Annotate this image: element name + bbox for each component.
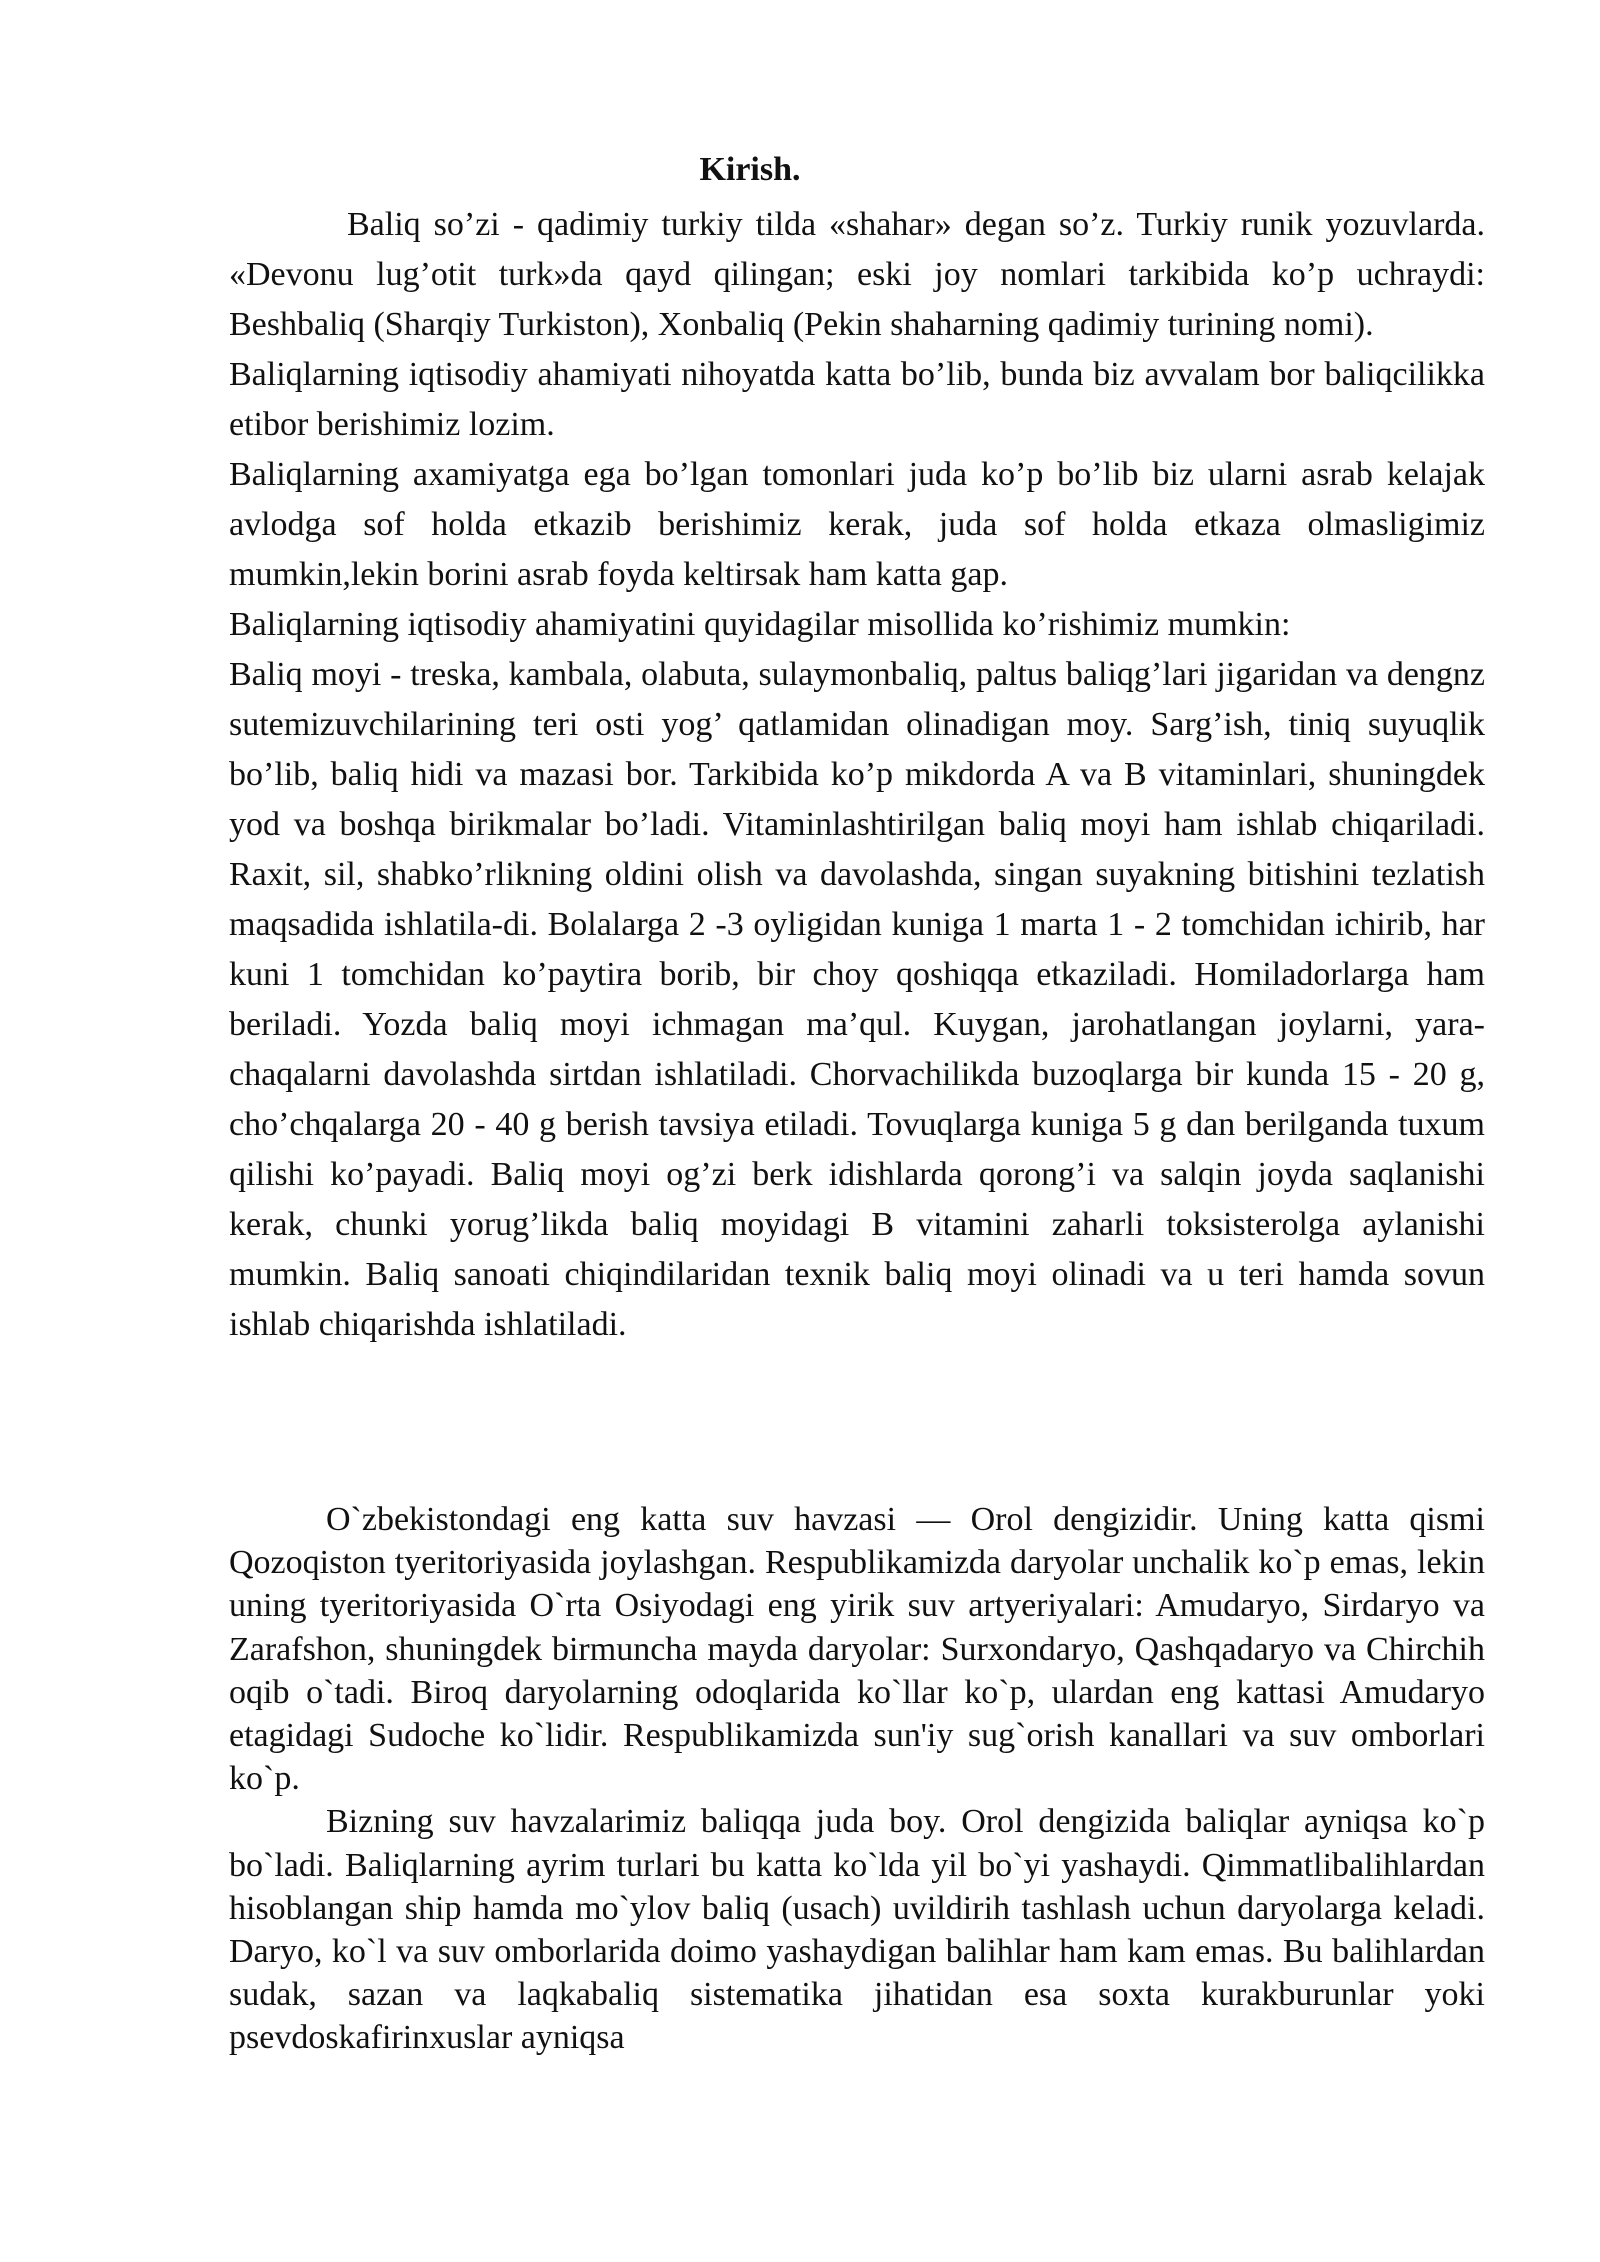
paragraph-preservation: Baliqlarning axamiyatga ega bo’lgan tomonlari juda ko’p bo’lib biz ularni asrab kelajak avlodga sof holda etkazib berishimiz kerak, juda sof holda etkaza olmasligimiz mumkin,lekin borini asrab foyda keltirsak ham katta gap. [229, 456, 1485, 593]
paragraph-examples-intro: Baliqlarning iqtisodiy ahamiyatini quyidagilar misollida ko’rishimiz mumkin: [229, 606, 1291, 643]
paragraph-fish-richness: Bizning suv havzalarimiz baliqqa juda boy. Orol dengizida baliqlar ayniqsa ko`p bo`ladi. Baliqlarning ayrim turlari bu katta ko`lda yil bo`yi yashaydi. Qimmatlibalihlardan hisoblangan ship hamda mo`ylov baliq (usach) uvildirih tashlash uchun daryolarga keladi. Daryo, ko`l va suv omborlarida doimo yashaydigan balihlar ham kam emas. Bu balihlardan sudak, sazan va laqkabaliq sistematika jihatidan esa soxta kurakburunlar yoki psevdoskafirinxuslar ayniqsa [229, 1803, 1485, 2057]
paragraph-uzbekistan-waters: O`zbekistondagi eng katta suv havzasi — Orol dengizidir. Uning katta qismi Qozoqiston tyeritoriyasida joylashgan. Respublikamizda daryolar unchalik ko`p emas, lekin uning tyeritoriyasida O`rta Osiyodagi eng yirik suv artyeriyalari: Amudaryo, Sirdaryo va Zarafshon, shuningdek birmuncha mayda daryolar: Surxondaryo, Qashqadaryo va Chirchih oqib o`tadi. Biroq daryolarning odoqlarida ko`llar ko`p, ulardan eng kattasi Amudaryo etagidagi Sudoche ko`lidir. Respublikamizda sun'iy sug`orish kanallari va suv omborlari ko`p. [229, 1501, 1485, 1798]
paragraph-fish-oil: Baliq moyi - treska, kambala, olabuta, sulaymonbaliq, paltus baliqg’lari jigaridan va dengnz sutemizuvchilarining teri osti yog’ qatlamidan olinadigan moy. Sarg’ish, tiniq suyuqlik bo’lib, baliq hidi va mazasi bor. Tarkibida ko’p mikdorda A va B vitaminlari, shuningdek yod va boshqa birikmalar bo’ladi. Vitaminlashtirilgan baliq moyi ham ishlab chiqariladi. Raxit, sil, shabko’rlikning oldini olish va davolashda, singan suyakning bitishini tezlatish maqsadida ishlatila-di. Bolalarga 2 -3 oyligidan kuniga 1 marta 1 - 2 tomchidan ichirib, har kuni 1 tomchidan ko’paytira borib, bir choy qoshiqqa etkaziladi. Homiladorlarga ham beriladi. Yozda baliq moyi ichmagan ma’qul. Kuygan, jarohatlangan joylarni, yara-chaqalarni davolashda sirtdan ishlatiladi. Chorvachilikda buzoqlarga bir kunda 15 - 20 g, cho’chqalarga 20 - 40 g berish tavsiya etiladi. Tovuqlarga kuniga 5 g dan berilganda tuxum qilishi ko’payadi. Baliq moyi og’zi berk idishlarda qorong’i va salqin joyda saqlanishi kerak, chunki yorug’likda baliq moyidagi B vitamini zaharli toksisterolga aylanishi mumkin. Baliq sanoati chiqindilaridan texnik baliq moyi olinadi va u teri hamda sovun ishlab chiqarishda ishlatiladi. [229, 656, 1485, 1343]
document-title: Kirish. [699, 151, 801, 188]
paragraph-economic-importance: Baliqlarning iqtisodiy ahamiyati nihoyatda katta bo’lib, bunda biz avvalam bor baliqcilikka etibor berishimiz lozim. [229, 356, 1485, 443]
section-intro [229, 200, 1485, 1350]
section-water-bodies [229, 1498, 1485, 2060]
paragraph-baliq-word: Baliq so’zi - qadimiy turkiy tilda «shahar» degan so’z. Turkiy runik yozuvlarda. «Devonu lug’otit turk»da qayd qilingan; eski joy nomlari tarkibida ko’p uchraydi: Beshbaliq (Sharqiy Turkiston), Xonbaliq (Pekin shaharning qadimiy turining nomi). [229, 206, 1485, 343]
